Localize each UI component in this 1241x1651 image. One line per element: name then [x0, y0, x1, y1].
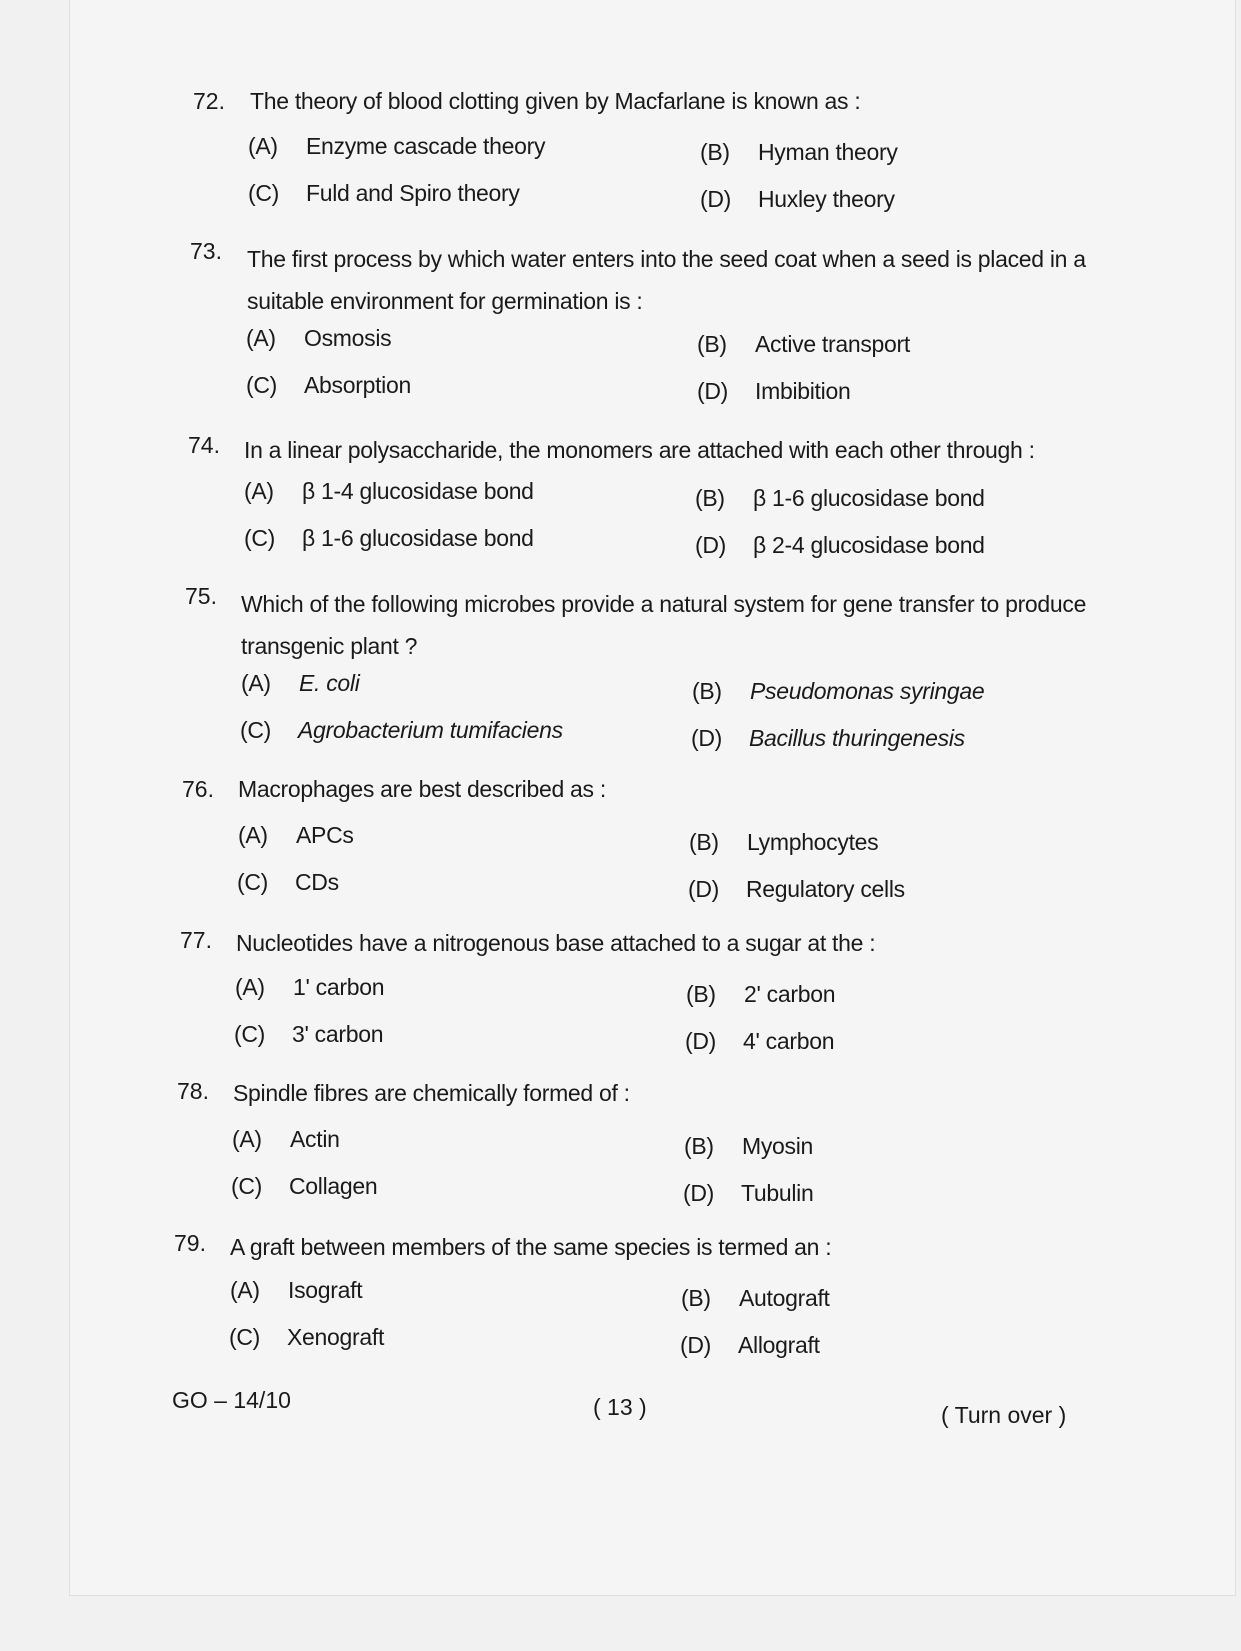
option-b[interactable]: (B) 2' carbon [686, 981, 836, 1007]
option-d[interactable]: (D) Bacillus thuringenesis [691, 725, 965, 751]
option-a[interactable]: (A) Enzyme cascade theory [248, 133, 546, 159]
option-b[interactable]: (B) Pseudomonas syringae [692, 678, 985, 704]
option-a[interactable]: (A) 1' carbon [235, 974, 385, 1000]
option-d[interactable]: (D) Allograft [680, 1332, 820, 1358]
question-text: Spindle fibres are chemically formed of : [233, 1080, 630, 1106]
question-number: 79. [174, 1230, 206, 1256]
paper-code: GO – 14/10 [172, 1387, 291, 1413]
option-a[interactable]: (A) β 1-4 glucosidase bond [244, 478, 534, 504]
option-d[interactable]: (D) Regulatory cells [688, 876, 905, 902]
question-text: The first process by which water enters into the seed coat when a seed is placed in a suitable environment for germination is : [247, 246, 1086, 314]
option-c[interactable]: (C) Agrobacterium tumifaciens [240, 717, 563, 743]
page-number: ( 13 ) [593, 1394, 647, 1420]
question-text: The theory of blood clotting given by Macfarlane is known as : [250, 88, 861, 114]
question-text: A graft between members of the same species is termed an : [230, 1234, 832, 1260]
option-c[interactable]: (C) 3' carbon [234, 1021, 384, 1047]
question-number: 75. [185, 583, 217, 609]
option-a[interactable]: (A) E. coli [241, 670, 360, 696]
option-a[interactable]: (A) Osmosis [246, 325, 392, 351]
option-d[interactable]: (D) Imbibition [697, 378, 851, 404]
option-a[interactable]: (A) Actin [232, 1126, 340, 1152]
option-c[interactable]: (C) CDs [237, 869, 339, 895]
option-d[interactable]: (D) Tubulin [683, 1180, 814, 1206]
question-number: 76. [182, 776, 214, 802]
option-d[interactable]: (D) 4' carbon [685, 1028, 835, 1054]
question-number: 77. [180, 927, 212, 953]
question-number: 72. [193, 88, 225, 114]
option-c[interactable]: (C) Fuld and Spiro theory [248, 180, 520, 206]
option-b[interactable]: (B) Myosin [684, 1133, 814, 1159]
option-b[interactable]: (B) Autograft [681, 1285, 830, 1311]
turn-over-note: ( Turn over ) [941, 1402, 1067, 1428]
question-number: 74. [188, 432, 220, 458]
option-a[interactable]: (A) APCs [238, 822, 354, 848]
option-d[interactable]: (D) Huxley theory [700, 186, 895, 212]
question-text: Which of the following microbes provide a natural system for gene transfer to produce transgenic plant ? [241, 591, 1087, 659]
option-b[interactable]: (B) Hyman theory [700, 139, 898, 165]
question-text: Nucleotides have a nitrogenous base attached to a sugar at the : [236, 930, 876, 956]
question-text: In a linear polysaccharide, the monomers are attached with each other through : [244, 437, 1035, 463]
option-d[interactable]: (D) β 2-4 glucosidase bond [695, 532, 985, 558]
option-c[interactable]: (C) β 1-6 glucosidase bond [244, 525, 534, 551]
question-number: 78. [177, 1078, 209, 1104]
question-text: Macrophages are best described as : [238, 776, 606, 802]
option-c[interactable]: (C) Absorption [246, 372, 411, 398]
option-c[interactable]: (C) Xenograft [229, 1324, 385, 1350]
question-number: 73. [190, 238, 222, 264]
option-b[interactable]: (B) Active transport [697, 331, 910, 357]
option-c[interactable]: (C) Collagen [231, 1173, 378, 1199]
option-b[interactable]: (B) Lymphocytes [689, 829, 879, 855]
option-b[interactable]: (B) β 1-6 glucosidase bond [695, 485, 985, 511]
option-a[interactable]: (A) Isograft [230, 1277, 363, 1303]
